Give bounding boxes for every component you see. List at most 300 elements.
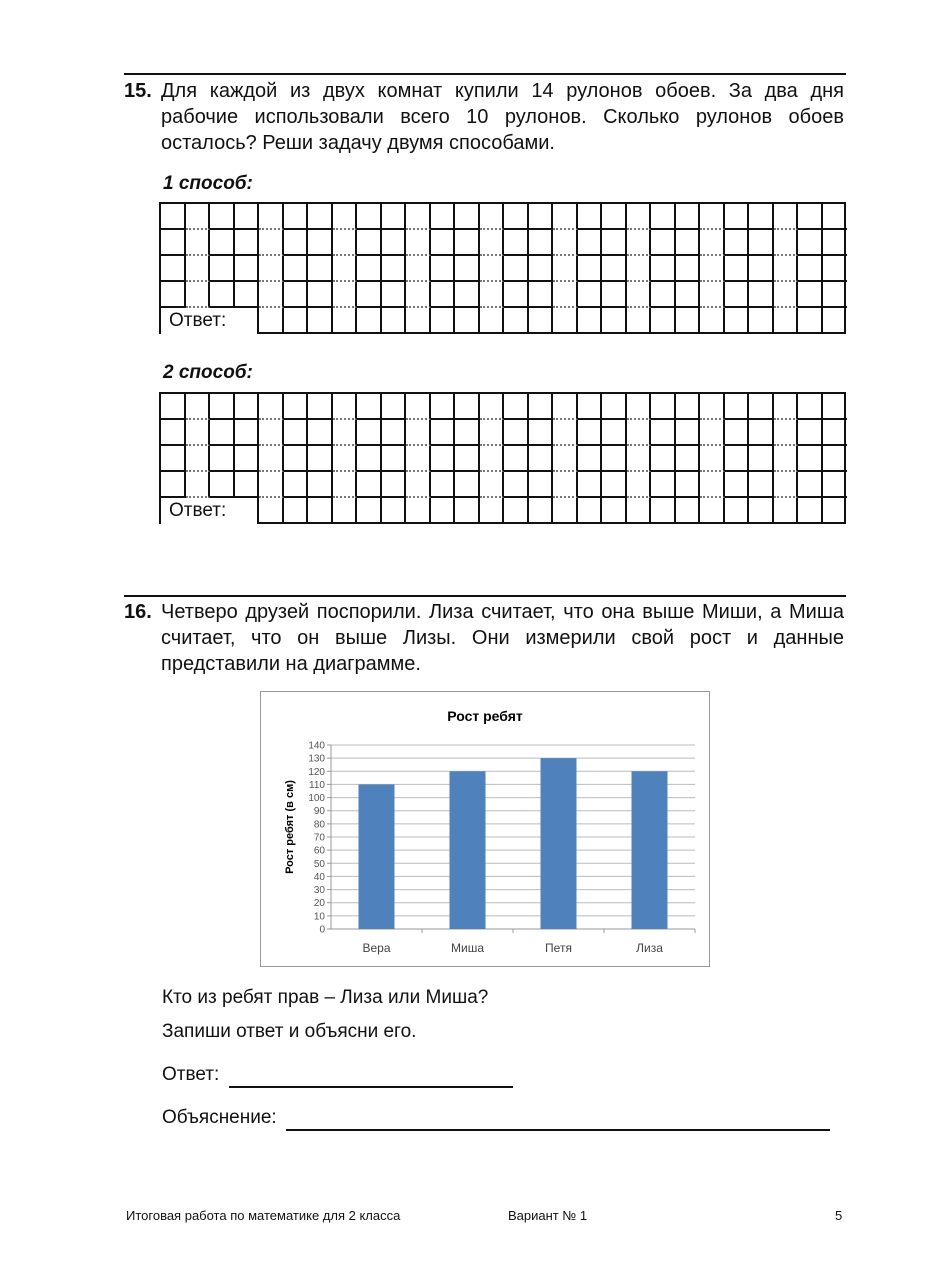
grid-cell[interactable]: [186, 230, 211, 256]
grid-cell[interactable]: [333, 472, 358, 498]
grid-cell[interactable]: [529, 308, 554, 334]
grid-cell[interactable]: [357, 420, 382, 446]
grid-cell[interactable]: [676, 204, 701, 230]
grid-cell[interactable]: [382, 446, 407, 472]
divider: [124, 73, 846, 75]
grid-cell[interactable]: [235, 472, 260, 498]
grid-cell[interactable]: [651, 472, 676, 498]
grid-cell[interactable]: [308, 394, 333, 420]
grid-cell[interactable]: [186, 394, 211, 420]
grid-cell[interactable]: [749, 420, 774, 446]
grid-cell[interactable]: [455, 204, 480, 230]
grid-cell[interactable]: [284, 256, 309, 282]
grid-cell[interactable]: [578, 472, 603, 498]
grid-cell[interactable]: [308, 256, 333, 282]
grid-cell[interactable]: [774, 446, 799, 472]
grid-cell[interactable]: [700, 446, 725, 472]
grid-cell[interactable]: [480, 308, 505, 334]
grid-cell[interactable]: [529, 472, 554, 498]
grid-cell[interactable]: [553, 230, 578, 256]
grid-cell[interactable]: [627, 446, 652, 472]
grid-cell[interactable]: [210, 394, 235, 420]
answer-grid-1[interactable]: [159, 202, 846, 334]
grid-cell[interactable]: [308, 446, 333, 472]
bar-Вера: [359, 784, 395, 929]
grid-cell[interactable]: [504, 204, 529, 230]
grid-cell[interactable]: [308, 498, 333, 524]
grid-cell[interactable]: [504, 230, 529, 256]
grid-cell[interactable]: [553, 204, 578, 230]
grid-cell[interactable]: [333, 204, 358, 230]
grid-cell[interactable]: [259, 394, 284, 420]
grid-cell[interactable]: [431, 282, 456, 308]
grid-cell[interactable]: [284, 394, 309, 420]
grid-cell[interactable]: [357, 472, 382, 498]
grid-cell[interactable]: [480, 420, 505, 446]
grid-cell[interactable]: [235, 256, 260, 282]
task-number: 16.: [124, 601, 152, 623]
grid-cell[interactable]: [602, 394, 627, 420]
grid-cell[interactable]: [455, 308, 480, 334]
grid-cell[interactable]: [161, 204, 186, 230]
x-tick-label: Вера: [362, 941, 391, 955]
grid-cell[interactable]: [700, 204, 725, 230]
grid-cell[interactable]: [651, 394, 676, 420]
grid-cell[interactable]: [578, 446, 603, 472]
grid-cell[interactable]: [161, 256, 186, 282]
grid-cell[interactable]: [455, 282, 480, 308]
grid-cell[interactable]: [676, 420, 701, 446]
grid-cell[interactable]: [798, 282, 823, 308]
grid-cell[interactable]: [210, 446, 235, 472]
grid-cell[interactable]: [455, 256, 480, 282]
grid-cell[interactable]: [210, 282, 235, 308]
grid-cell[interactable]: [798, 420, 823, 446]
grid-cell[interactable]: [357, 230, 382, 256]
grid-cell[interactable]: [480, 256, 505, 282]
grid-cell[interactable]: [333, 420, 358, 446]
grid-cell[interactable]: [529, 498, 554, 524]
grid-cell[interactable]: [161, 472, 186, 498]
grid-cell[interactable]: [357, 308, 382, 334]
grid-cell[interactable]: [700, 498, 725, 524]
grid-cell[interactable]: [725, 204, 750, 230]
grid-cell[interactable]: [284, 308, 309, 334]
grid-cell[interactable]: [774, 420, 799, 446]
grid-cell[interactable]: [578, 204, 603, 230]
grid-cell[interactable]: [382, 204, 407, 230]
grid-cell[interactable]: [651, 230, 676, 256]
grid-cell[interactable]: [431, 204, 456, 230]
grid-cell[interactable]: [602, 230, 627, 256]
grid-cell[interactable]: [529, 204, 554, 230]
grid-cell[interactable]: [455, 498, 480, 524]
grid-cell[interactable]: [578, 282, 603, 308]
grid-cell[interactable]: [627, 394, 652, 420]
grid-cell[interactable]: [676, 256, 701, 282]
grid-cell[interactable]: [676, 308, 701, 334]
grid-cell[interactable]: [553, 472, 578, 498]
grid-cell[interactable]: [431, 472, 456, 498]
grid-cell[interactable]: [602, 256, 627, 282]
grid-cell[interactable]: [308, 204, 333, 230]
grid-cell[interactable]: [725, 230, 750, 256]
grid-cell[interactable]: [431, 446, 456, 472]
grid-cell[interactable]: [480, 230, 505, 256]
grid-cell[interactable]: [161, 230, 186, 256]
grid-cell[interactable]: [186, 446, 211, 472]
y-tick-label: 80: [313, 819, 325, 831]
grid-cell[interactable]: [627, 472, 652, 498]
grid-cell[interactable]: [259, 308, 284, 334]
grid-cell[interactable]: [627, 420, 652, 446]
grid-cell[interactable]: [651, 256, 676, 282]
grid-cell[interactable]: [602, 472, 627, 498]
grid-cell[interactable]: [235, 446, 260, 472]
grid-cell[interactable]: [455, 472, 480, 498]
grid-cell[interactable]: [749, 256, 774, 282]
grid-cell[interactable]: [676, 472, 701, 498]
grid-cell[interactable]: [798, 308, 823, 334]
grid-cell[interactable]: [700, 420, 725, 446]
grid-cell[interactable]: [676, 498, 701, 524]
y-tick-label: 100: [308, 793, 325, 805]
explanation-row: [162, 1107, 830, 1131]
grid-cell[interactable]: [161, 282, 186, 308]
grid-cell[interactable]: [798, 394, 823, 420]
grid-cell[interactable]: [382, 230, 407, 256]
grid-cell[interactable]: [553, 256, 578, 282]
grid-cell[interactable]: [725, 472, 750, 498]
grid-cell[interactable]: [357, 256, 382, 282]
grid-cell[interactable]: [284, 282, 309, 308]
grid-cell[interactable]: [774, 282, 799, 308]
grid-cell[interactable]: [284, 446, 309, 472]
grid-cell[interactable]: [333, 308, 358, 334]
grid-cell[interactable]: [504, 282, 529, 308]
grid-cell[interactable]: [308, 230, 333, 256]
grid-cell[interactable]: [676, 282, 701, 308]
grid-cell[interactable]: [725, 420, 750, 446]
footer-variant: Вариант № 1: [508, 1208, 588, 1223]
task-16: [124, 599, 844, 677]
chart-svg: [261, 692, 708, 965]
grid-cell[interactable]: [774, 394, 799, 420]
grid-cell[interactable]: [504, 394, 529, 420]
grid-cell[interactable]: [651, 498, 676, 524]
grid-cell[interactable]: [578, 420, 603, 446]
grid-cell[interactable]: [725, 308, 750, 334]
grid-cell[interactable]: [235, 204, 260, 230]
grid-cell[interactable]: [431, 394, 456, 420]
grid-cell[interactable]: [749, 308, 774, 334]
y-tick-label: 110: [309, 779, 325, 791]
grid-cell[interactable]: [284, 420, 309, 446]
grid-cell[interactable]: [774, 204, 799, 230]
grid-cell[interactable]: [602, 446, 627, 472]
grid-cell[interactable]: [749, 282, 774, 308]
grid-cell[interactable]: [333, 498, 358, 524]
grid-cell[interactable]: [823, 204, 848, 230]
grid-cell[interactable]: [235, 394, 260, 420]
task-15: [124, 78, 844, 156]
grid-cell[interactable]: [259, 498, 284, 524]
grid-cell[interactable]: [357, 394, 382, 420]
grid-cell[interactable]: [406, 420, 431, 446]
grid-cell[interactable]: [382, 498, 407, 524]
grid-cell[interactable]: [725, 256, 750, 282]
grid-cell[interactable]: [382, 308, 407, 334]
grid-cell[interactable]: [651, 446, 676, 472]
grid-cell[interactable]: [382, 472, 407, 498]
grid-cell[interactable]: [823, 420, 848, 446]
grid-cell[interactable]: [504, 420, 529, 446]
grid-cell[interactable]: [798, 472, 823, 498]
grid-cell[interactable]: [308, 282, 333, 308]
grid-cell[interactable]: [480, 472, 505, 498]
answer-line[interactable]: [229, 1064, 513, 1088]
grid-cell[interactable]: [333, 230, 358, 256]
grid-cell[interactable]: [798, 230, 823, 256]
grid-cell[interactable]: [308, 472, 333, 498]
grid-cell[interactable]: [529, 394, 554, 420]
grid-cell[interactable]: [382, 394, 407, 420]
grid-cell[interactable]: [602, 204, 627, 230]
grid-cell[interactable]: [749, 446, 774, 472]
grid-cell[interactable]: [382, 256, 407, 282]
grid-cell[interactable]: [333, 282, 358, 308]
grid-cell[interactable]: [259, 282, 284, 308]
grid-cell[interactable]: [284, 230, 309, 256]
grid-cell[interactable]: [406, 282, 431, 308]
grid-cell[interactable]: [357, 498, 382, 524]
grid-cell[interactable]: [700, 308, 725, 334]
grid-cell[interactable]: [161, 394, 186, 420]
grid-cell[interactable]: [259, 204, 284, 230]
grid-cell[interactable]: [578, 256, 603, 282]
grid-cell[interactable]: [210, 204, 235, 230]
grid-cell[interactable]: [382, 282, 407, 308]
grid-cell[interactable]: [480, 204, 505, 230]
grid-cell[interactable]: [161, 446, 186, 472]
grid-cell[interactable]: [700, 256, 725, 282]
grid-cell[interactable]: [823, 446, 848, 472]
grid-cell[interactable]: [186, 204, 211, 230]
grid-cell[interactable]: [725, 394, 750, 420]
grid-cell[interactable]: [308, 308, 333, 334]
grid-cell[interactable]: [259, 256, 284, 282]
grid-cell[interactable]: [186, 282, 211, 308]
grid-cell[interactable]: [210, 420, 235, 446]
grid-cell[interactable]: [749, 394, 774, 420]
grid-cell[interactable]: [406, 204, 431, 230]
grid-cell[interactable]: [725, 498, 750, 524]
grid-cell[interactable]: [774, 256, 799, 282]
grid-cell[interactable]: [210, 230, 235, 256]
grid-cell[interactable]: [774, 498, 799, 524]
grid-cell[interactable]: [186, 420, 211, 446]
grid-cell[interactable]: [676, 230, 701, 256]
answer-label: Ответ:: [161, 308, 259, 334]
grid-cell[interactable]: [455, 394, 480, 420]
grid-cell[interactable]: [676, 394, 701, 420]
grid-cell[interactable]: [333, 394, 358, 420]
grid-cell[interactable]: [455, 230, 480, 256]
grid-cell[interactable]: [602, 282, 627, 308]
x-tick-label: Лиза: [636, 941, 663, 955]
grid-cell[interactable]: [259, 230, 284, 256]
grid-cell[interactable]: [333, 256, 358, 282]
grid-cell[interactable]: [333, 446, 358, 472]
grid-cell[interactable]: [284, 204, 309, 230]
grid-cell[interactable]: [259, 420, 284, 446]
grid-cell[interactable]: [504, 498, 529, 524]
grid-cell[interactable]: [186, 256, 211, 282]
grid-cell[interactable]: [431, 308, 456, 334]
grid-cell[interactable]: [553, 394, 578, 420]
grid-cell[interactable]: [578, 230, 603, 256]
grid-cell[interactable]: [431, 256, 456, 282]
grid-cell[interactable]: [284, 472, 309, 498]
grid-cell[interactable]: [455, 420, 480, 446]
y-axis-label: Рост ребят (в см): [284, 780, 296, 874]
bar-Миша: [450, 771, 486, 929]
grid-cell[interactable]: [406, 394, 431, 420]
grid-cell[interactable]: [700, 282, 725, 308]
task-number: 15.: [124, 80, 152, 102]
grid-cell[interactable]: [823, 230, 848, 256]
grid-cell[interactable]: [676, 446, 701, 472]
grid-cell[interactable]: [578, 394, 603, 420]
grid-cell[interactable]: [627, 256, 652, 282]
grid-cell[interactable]: [823, 498, 848, 524]
grid-cell[interactable]: [406, 256, 431, 282]
grid-cell[interactable]: [308, 420, 333, 446]
grid-cell[interactable]: [235, 282, 260, 308]
grid-cell[interactable]: [627, 204, 652, 230]
grid-cell[interactable]: [798, 446, 823, 472]
grid-cell[interactable]: [700, 394, 725, 420]
y-tick-label: 0: [319, 924, 325, 936]
grid-cell[interactable]: [210, 472, 235, 498]
grid-cell[interactable]: [406, 230, 431, 256]
explanation-line[interactable]: [286, 1107, 830, 1131]
grid-cell[interactable]: [798, 498, 823, 524]
grid-cell[interactable]: [823, 256, 848, 282]
grid-cell[interactable]: [504, 446, 529, 472]
grid-cell[interactable]: [504, 308, 529, 334]
grid-cell[interactable]: [578, 308, 603, 334]
grid-cell[interactable]: [553, 282, 578, 308]
grid-cell[interactable]: [749, 230, 774, 256]
grid-cell[interactable]: [725, 282, 750, 308]
grid-cell[interactable]: [480, 394, 505, 420]
grid-cell[interactable]: [357, 282, 382, 308]
y-tick-label: 40: [313, 871, 325, 883]
grid-cell[interactable]: [455, 446, 480, 472]
grid-cell[interactable]: [578, 498, 603, 524]
grid-cell[interactable]: [602, 420, 627, 446]
grid-cell[interactable]: [529, 420, 554, 446]
grid-cell[interactable]: [357, 446, 382, 472]
grid-cell[interactable]: [259, 472, 284, 498]
grid-cell[interactable]: [504, 256, 529, 282]
grid-cell[interactable]: [480, 282, 505, 308]
grid-cell[interactable]: [235, 230, 260, 256]
grid-cell[interactable]: [700, 472, 725, 498]
grid-cell[interactable]: [774, 472, 799, 498]
page-number: 5: [835, 1208, 843, 1223]
grid-cell[interactable]: [725, 446, 750, 472]
grid-cell[interactable]: [480, 498, 505, 524]
grid-cell[interactable]: [161, 420, 186, 446]
grid-cell[interactable]: [651, 420, 676, 446]
grid-cell[interactable]: [700, 230, 725, 256]
grid-cell[interactable]: [627, 230, 652, 256]
grid-cell[interactable]: [431, 498, 456, 524]
grid-cell[interactable]: [798, 204, 823, 230]
grid-cell[interactable]: [602, 498, 627, 524]
grid-cell[interactable]: [823, 282, 848, 308]
grid-cell[interactable]: [431, 230, 456, 256]
grid-cell[interactable]: [529, 282, 554, 308]
grid-cell[interactable]: [749, 204, 774, 230]
grid-cell[interactable]: [823, 472, 848, 498]
grid-cell[interactable]: [749, 472, 774, 498]
grid-cell[interactable]: [480, 446, 505, 472]
grid-cell[interactable]: [602, 308, 627, 334]
answer-label: Ответ:: [161, 498, 259, 524]
grid-cell[interactable]: [823, 394, 848, 420]
grid-cell[interactable]: [651, 204, 676, 230]
grid-cell[interactable]: [529, 256, 554, 282]
grid-cell[interactable]: [406, 446, 431, 472]
grid-cell[interactable]: [529, 446, 554, 472]
grid-cell[interactable]: [186, 472, 211, 498]
grid-cell[interactable]: [553, 498, 578, 524]
grid-cell[interactable]: [357, 204, 382, 230]
grid-cell[interactable]: [431, 420, 456, 446]
answer-grid-2[interactable]: [159, 392, 846, 524]
grid-cell[interactable]: [798, 256, 823, 282]
grid-cell[interactable]: [627, 498, 652, 524]
grid-cell[interactable]: [235, 420, 260, 446]
grid-cell[interactable]: [504, 472, 529, 498]
grid-cell[interactable]: [627, 282, 652, 308]
grid-cell[interactable]: [284, 498, 309, 524]
grid-cell[interactable]: [823, 308, 848, 334]
grid-cell[interactable]: [774, 308, 799, 334]
grid-cell[interactable]: [651, 308, 676, 334]
grid-cell[interactable]: [406, 472, 431, 498]
grid-cell[interactable]: [553, 308, 578, 334]
grid-cell[interactable]: [406, 308, 431, 334]
grid-cell[interactable]: [210, 256, 235, 282]
grid-cell[interactable]: [774, 230, 799, 256]
grid-cell[interactable]: [259, 446, 284, 472]
grid-cell[interactable]: [651, 282, 676, 308]
grid-cell[interactable]: [529, 230, 554, 256]
x-tick-label: Миша: [451, 941, 484, 955]
grid-cell[interactable]: [749, 498, 774, 524]
grid-cell[interactable]: [382, 420, 407, 446]
explanation-label: Объяснение:: [162, 1107, 277, 1128]
grid-cell[interactable]: [406, 498, 431, 524]
grid-cell[interactable]: [627, 308, 652, 334]
grid-cell[interactable]: [553, 420, 578, 446]
y-tick-label: 70: [313, 832, 325, 844]
grid-cell[interactable]: [553, 446, 578, 472]
